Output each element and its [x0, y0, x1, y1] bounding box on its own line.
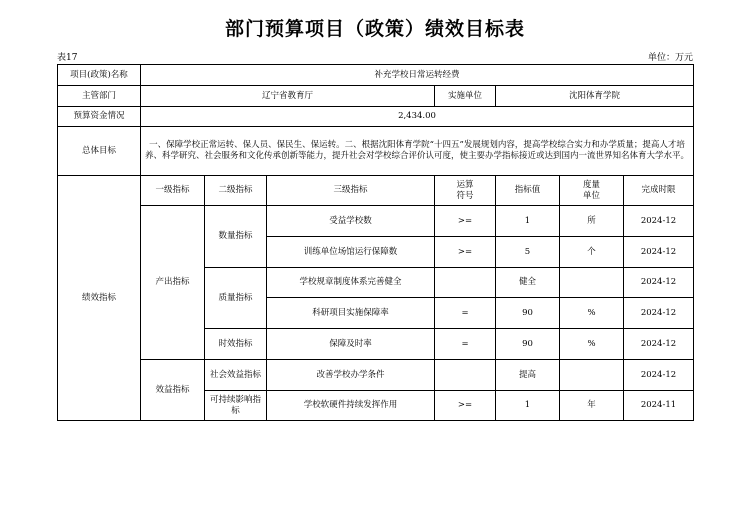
indicator-operator: >=	[435, 391, 496, 421]
indicator-operator: >=	[435, 237, 496, 268]
indicator-value: 90	[496, 329, 560, 360]
indicator-value: 1	[496, 206, 560, 237]
unit-label: 单位：万元	[647, 53, 693, 63]
indicator-deadline: 2024-12	[624, 206, 694, 237]
dept-value: 辽宁省教育厅	[141, 86, 435, 107]
header-level2: 二级指标	[205, 176, 267, 206]
table-number: 表17	[57, 53, 78, 63]
performance-target-table	[57, 64, 694, 421]
indicator-deadline: 2024-12	[624, 237, 694, 268]
page-title: 部门预算项目（政策）绩效目标表	[224, 18, 525, 40]
group-output: 产出指标	[141, 206, 205, 360]
sub-timeliness: 时效指标	[205, 329, 267, 360]
indicator-value: 健全	[496, 268, 560, 298]
indicator-name: 学校规章制度体系完善健全	[267, 268, 435, 298]
funds-row	[58, 107, 694, 127]
goal-label: 总体目标	[58, 127, 141, 176]
perf-label: 绩效指标	[58, 176, 141, 421]
indicator-operator	[435, 268, 496, 298]
indicator-deadline: 2024-12	[624, 360, 694, 391]
group-benefit: 效益指标	[141, 360, 205, 421]
indicator-name: 保障及时率	[267, 329, 435, 360]
impl-value: 沈阳体育学院	[496, 86, 694, 107]
indicator-operator: =	[435, 329, 496, 360]
sub-quantity: 数量指标	[205, 206, 267, 268]
indicator-value: 5	[496, 237, 560, 268]
dept-row	[58, 86, 694, 107]
funds-label: 预算资金情况	[58, 107, 141, 127]
indicator-deadline: 2024-12	[624, 298, 694, 329]
indicator-value: 1	[496, 391, 560, 421]
indicator-header-row	[58, 176, 694, 206]
indicator-unit: %	[560, 298, 624, 329]
sub-social: 社会效益指标	[205, 360, 267, 391]
header-unit: 度量 单位	[560, 176, 624, 206]
header-operator: 运算 符号	[435, 176, 496, 206]
goal-row	[58, 127, 694, 176]
indicator-value: 90	[496, 298, 560, 329]
header-level1: 一级指标	[141, 176, 205, 206]
indicator-unit: 年	[560, 391, 624, 421]
indicator-operator	[435, 360, 496, 391]
sub-quality: 质量指标	[205, 268, 267, 329]
project-value: 补充学校日常运转经费	[141, 65, 694, 86]
sub-sustain: 可持续影响指标	[205, 391, 267, 421]
dept-label: 主管部门	[58, 86, 141, 107]
indicator-deadline: 2024-12	[624, 268, 694, 298]
indicator-deadline: 2024-11	[624, 391, 694, 421]
indicator-unit	[560, 360, 624, 391]
impl-label: 实施单位	[435, 86, 496, 107]
header-value: 指标值	[496, 176, 560, 206]
goal-text: 一、保障学校正常运转、保人员、保民生、保运转。二、根据沈阳体育学院“十四五”发展规划内容，提高学校综合实力和办学质量；提高人才培养、科学研究、社会服务和文化传承创新等能力，提升社会对学校综合评价认可度，使主要办学指标接近或达到国内一流世界知名体育大学水平。	[141, 127, 694, 176]
header-level3: 三级指标	[267, 176, 435, 206]
indicator-unit	[560, 268, 624, 298]
project-row	[58, 65, 694, 86]
indicator-operator: =	[435, 298, 496, 329]
indicator-operator: >=	[435, 206, 496, 237]
header-deadline: 完成时限	[624, 176, 694, 206]
funds-value: 2,434.00	[141, 107, 694, 127]
indicator-name: 科研项目实施保障率	[267, 298, 435, 329]
indicator-unit: %	[560, 329, 624, 360]
indicator-name: 改善学校办学条件	[267, 360, 435, 391]
indicator-name: 学校软硬件持续发挥作用	[267, 391, 435, 421]
indicator-name: 训练单位场馆运行保障数	[267, 237, 435, 268]
indicator-deadline: 2024-12	[624, 329, 694, 360]
table-row	[58, 360, 694, 391]
indicator-unit: 所	[560, 206, 624, 237]
indicator-name: 受益学校数	[267, 206, 435, 237]
indicator-unit: 个	[560, 237, 624, 268]
project-label: 项目(政策)名称	[58, 65, 141, 86]
table-row	[58, 206, 694, 237]
indicator-value: 提高	[496, 360, 560, 391]
